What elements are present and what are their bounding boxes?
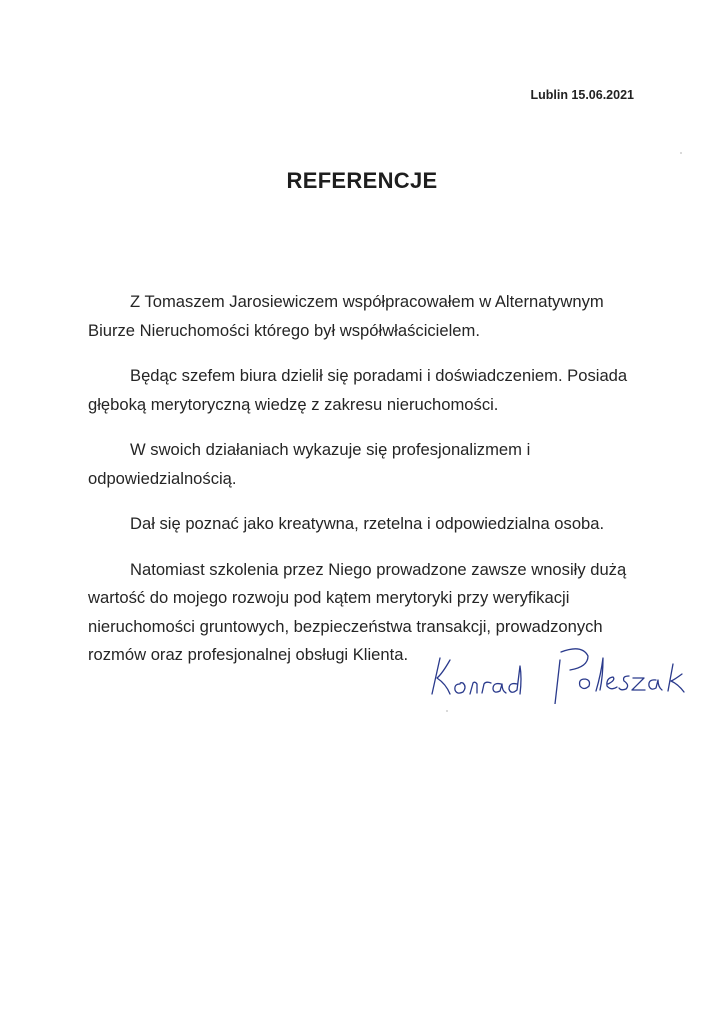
paragraph-qualities: Dał się poznać jako kreatywna, rzetelna i odpowiedzialna osoba.	[130, 514, 605, 533]
place-and-date: Lublin 15.06.2021	[530, 88, 634, 102]
paper-speck	[680, 152, 682, 154]
paragraph-trainings: Natomiast szkolenia przez Niego prowadzone zawsze wnosiły dużą wartość do mojego rozwoju pod kątem merytoryki przy weryfikacji nieruchomości gruntowych, bezpieczeństwa transakcji, prowadzonych rozmów oraz profesjonalnej obsługi Klienta.	[88, 559, 627, 664]
paper-speck	[446, 710, 448, 712]
document-title: REFERENCJE	[286, 168, 438, 193]
handwritten-signature	[420, 634, 690, 704]
paragraph-professionalism: W swoich działaniach wykazuje się profesjonalizmem i odpowiedzialnością.	[88, 440, 531, 488]
letter-body	[88, 288, 648, 687]
paragraph-expertise: Będąc szefem biura dzielił się poradami i doświadczeniem. Posiada głęboką merytoryczną wiedzę z zakresu nieruchomości.	[88, 366, 628, 414]
paragraph-collaboration: Z Tomaszem Jarosiewiczem współpracowałem w Alternatywnym Biurze Nieruchomości którego był współwłaścicielem.	[88, 292, 604, 340]
